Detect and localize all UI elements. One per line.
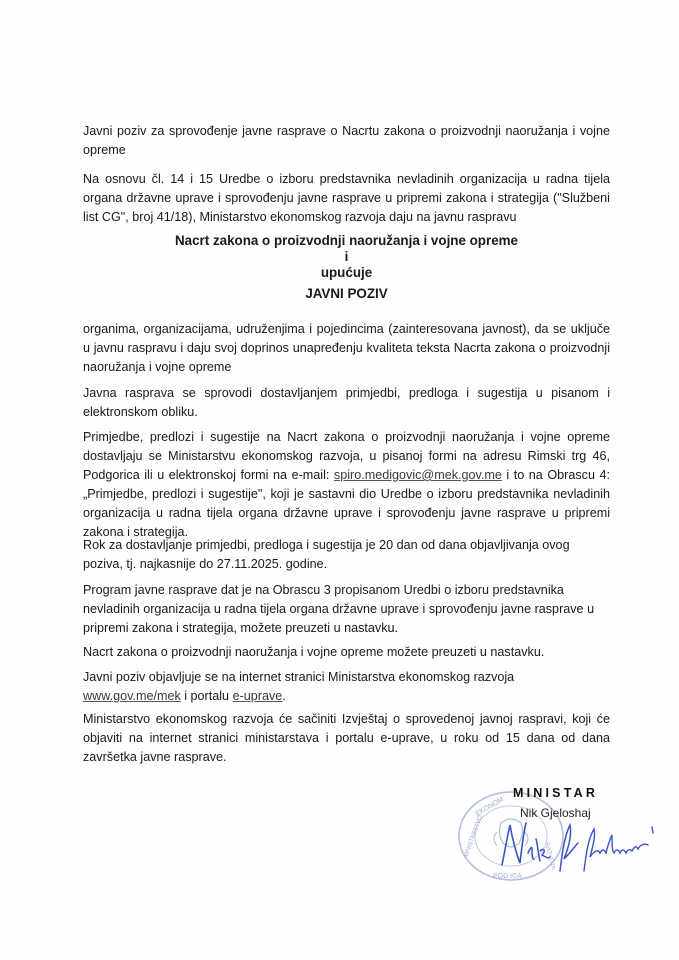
- publication-text-part3: .: [282, 689, 286, 703]
- invitees-paragraph: [83, 320, 610, 377]
- signatory-title: MINISTAR: [513, 786, 599, 800]
- publication-text: [83, 668, 610, 706]
- handwritten-signature-icon: [498, 815, 658, 875]
- title-line-2: i: [344, 249, 349, 264]
- svg-text:POD ICA: POD ICA: [493, 873, 522, 880]
- deadline-text: Rok za dostavljanje primjedbi, predloga i sugestija je 20 dan od dana objavljivanja ovog poziva, tj. najkasnije do 27.11.2025. godine.: [83, 538, 570, 571]
- svg-text:EKONOM: EKONOM: [474, 796, 505, 818]
- report-paragraph: [83, 710, 610, 767]
- submission-text: [83, 428, 610, 542]
- submission-text-part1: Primjedbe, predlozi i sugestije na Nacrt zakona o proizvodnji naoružanja i vojne opreme dostavljaju se Ministarstvu ekonomskog razvoja, u pisanoj formi na adresu Rimski trg 46, Podgorica ili u elektronskoj formi na e-mail:: [83, 430, 610, 482]
- report-text: Ministarstvo ekonomskog razvoja će sačiniti Izvještaj o sprovedenoj javnoj raspravi, koji će objaviti na internet stranici ministarstava i portalu e-uprave, u roku od 15 dana od dana završetka javne rasprave.: [83, 712, 610, 764]
- method-paragraph: [83, 384, 610, 422]
- signatory-name: Nik Gjeloshaj: [520, 806, 591, 820]
- signature-block: [440, 780, 670, 910]
- intro-heading-text: Javni poziv za sprovođenje javne rasprave o Nacrtu zakona o proizvodnji naoružanja i vojne opreme: [83, 124, 610, 157]
- e-uprave-link[interactable]: e-uprave: [232, 689, 283, 703]
- submission-text-part2: i to na Obrascu 4: „Primjedbe, predlozi i sugestije", koji je sastavni dio Uredbe o izboru predstavnika nevladinih organizacija u radna tijela organa državne uprave i sprovođenju javne rasprave u pripremi zakona i strategija.: [83, 468, 610, 539]
- call-heading-text: JAVNI POZIV: [305, 286, 388, 301]
- intro-heading: [83, 122, 610, 160]
- title-line-3: upućuje: [320, 265, 373, 280]
- program-text: Program javne rasprave dat je na Obrascu 3 propisanom Uredbi o izboru predstavnika nevladinih organizacija u radna tijela organa državne uprave i sprovođenju javne rasprave u pripremi zakona i strategija, možete preuzeti u nastavku.: [83, 583, 595, 635]
- publication-paragraph: [83, 668, 610, 706]
- submission-paragraph: [83, 428, 610, 542]
- legal-basis-text: Na osnovu čl. 14 i 15 Uredbe o izboru predstavnika nevladinih organizacija u radna tijela organa državne uprave i sprovođenju javne rasprave u pripremi zakona i strategija ("Službeni list CG", broj 41/18), Ministarstvo ekonomskog razvoja daju na javnu raspravu: [83, 172, 610, 224]
- document-title: [83, 233, 610, 281]
- deadline-paragraph: [83, 536, 610, 574]
- call-heading: [83, 286, 610, 302]
- publication-text-part1: Javni poziv objavljuje se na internet stranici Ministarstva ekonomskog razvoja: [83, 670, 515, 684]
- ministry-website-link[interactable]: www.gov.me/mek: [83, 689, 181, 703]
- svg-text:MINISTARSTVO: MINISTARSTVO: [463, 814, 485, 859]
- legal-basis-paragraph: [83, 170, 610, 227]
- program-paragraph: [83, 581, 610, 638]
- method-text: Javna rasprava se sprovodi dostavljanjem primjedbi, predloga i sugestija u pisanom i elektronskom obliku.: [83, 386, 610, 419]
- svg-text:RAZVOJA: RAZVOJA: [543, 841, 557, 871]
- invitees-text: organima, organizacijama, udruženjima i pojedincima (zainteresovana javnost), da se uključe u javnu raspravu i daju svoj doprinos unapređenju kvaliteta teksta Nacrta zakona o proizvodnji naoružanja i vojne opreme: [83, 322, 610, 374]
- title-line-1: Nacrt zakona o proizvodnji naoružanja i vojne opreme: [174, 233, 519, 248]
- submission-email-link[interactable]: spiro.medigovic@mek.gov.me: [333, 468, 502, 482]
- draft-download-paragraph: [83, 643, 610, 662]
- draft-download-text: Nacrt zakona o proizvodnji naoružanja i vojne opreme možete preuzeti u nastavku.: [83, 645, 545, 659]
- publication-text-part2: i portalu: [180, 689, 233, 703]
